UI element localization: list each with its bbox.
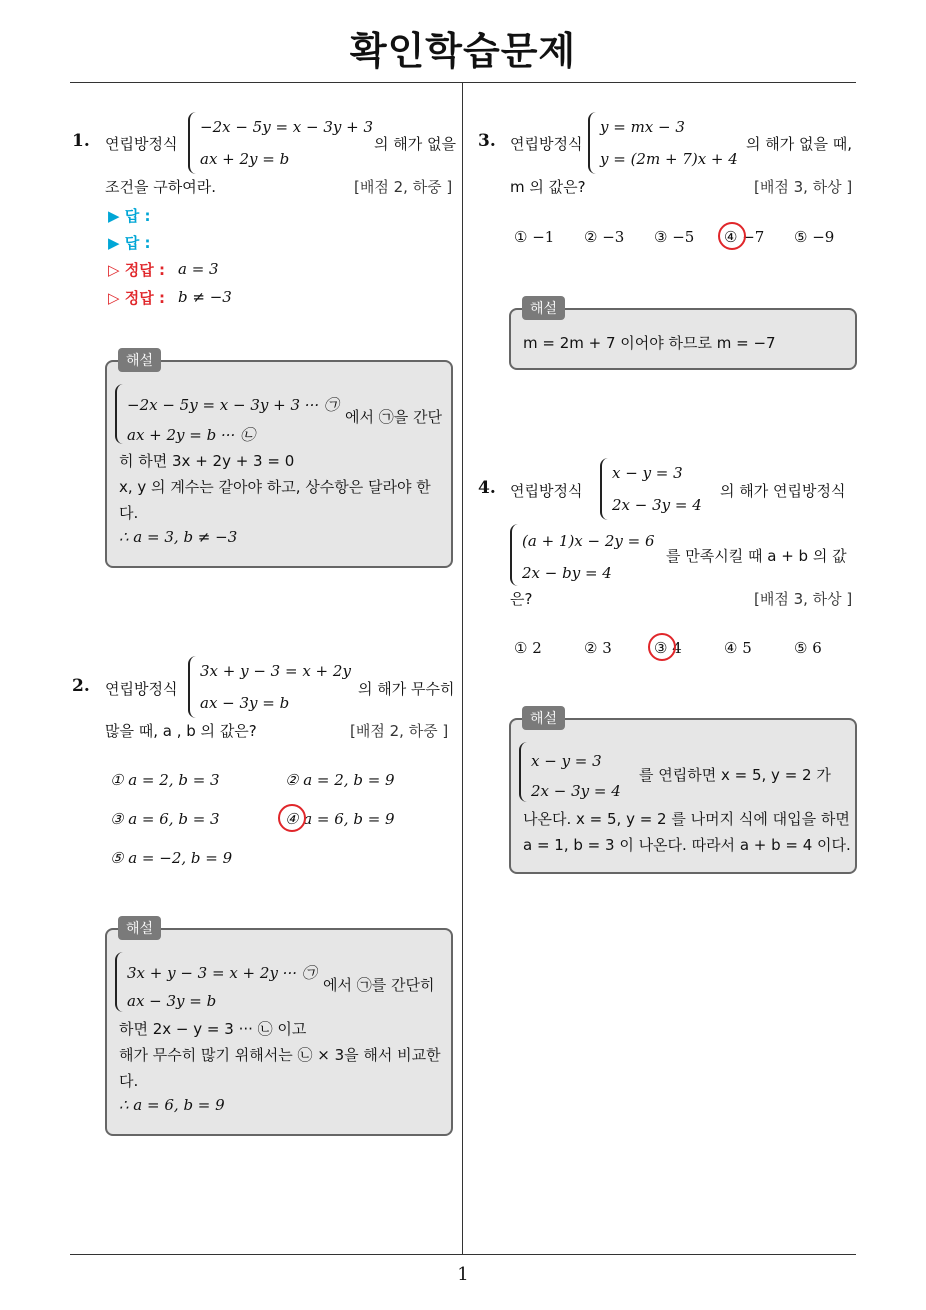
choice-1[interactable]: ① −1 (514, 228, 555, 246)
equation: ax + 2y = b ··· ㉡ (127, 426, 256, 444)
correct-answer-value: a = 3 (178, 260, 219, 278)
question-number: 4. (478, 478, 496, 498)
solution-tag: 해설 (522, 296, 565, 320)
solution-text: 에서 ㉠를 간단히 (323, 976, 435, 994)
choice-4[interactable]: ④ −7 (724, 228, 765, 246)
choice-2[interactable]: ② a = 2, b = 9 (285, 771, 395, 789)
equation: x − y = 3 (531, 752, 602, 770)
solution-text: 다. (119, 1072, 139, 1090)
choice-4[interactable]: ④ 5 (724, 639, 752, 657)
solution-box (105, 360, 453, 568)
choice-5[interactable]: ⑤ 6 (794, 639, 822, 657)
correct-answer-value: b ≠ −3 (178, 288, 232, 306)
equation: 3x + y − 3 = x + 2y (200, 662, 351, 680)
question-text: m 의 값은? (510, 178, 586, 196)
choice-2[interactable]: ② 3 (584, 639, 612, 657)
solution-box (509, 718, 857, 874)
question-text: 의 해가 무수히 (358, 680, 455, 698)
equation: −2x − 5y = x − 3y + 3 (200, 118, 374, 136)
question-text: 를 만족시킬 때 a + b 의 값 (666, 547, 847, 565)
question-text: 의 해가 없을 때, (746, 135, 853, 153)
solution-tag: 해설 (118, 916, 161, 940)
selected-answer-mark (278, 804, 306, 832)
correct-answer-label: ▷ 정답 : (108, 261, 165, 279)
question-text: 은? (510, 590, 533, 608)
choice-5[interactable]: ⑤ a = −2, b = 9 (110, 849, 233, 867)
choice-3[interactable]: ③ 4 (654, 639, 682, 657)
equation: −2x − 5y = x − 3y + 3 ··· ㉠ (127, 396, 339, 414)
column-divider (462, 83, 463, 1254)
choice-5[interactable]: ⑤ −9 (794, 228, 835, 246)
solution-text: a = 1, b = 3 이 나온다. 따라서 a + b = 4 이다. (523, 836, 851, 854)
question-lead: 연립방정식 (105, 135, 178, 153)
choice-1[interactable]: ① 2 (514, 639, 542, 657)
equation-system (600, 458, 720, 520)
solution-text: ∴ a = 3, b ≠ −3 (119, 528, 238, 546)
top-divider (70, 82, 856, 83)
choice-1[interactable]: ① a = 2, b = 3 (110, 771, 220, 789)
equation: ax − 3y = b (127, 992, 217, 1010)
choice-3[interactable]: ③ −5 (654, 228, 695, 246)
equation-system (188, 112, 374, 174)
solution-text: x, y 의 계수는 같아야 하고, 상수항은 달라야 한 (119, 478, 431, 496)
correct-answer-label: ▷ 정답 : (108, 289, 165, 307)
choice-4[interactable]: ④ a = 6, b = 9 (285, 810, 395, 828)
equation: y = mx − 3 (600, 118, 685, 136)
equation: (a + 1)x − 2y = 6 (522, 532, 655, 550)
question-text: 의 해가 연립방정식 (720, 482, 846, 500)
solution-text: m = 2m + 7 이어야 하므로 m = −7 (523, 334, 776, 352)
equation: 2x − by = 4 (522, 564, 612, 582)
solution-text: 해가 무수히 많기 위해서는 ㉡ × 3을 해서 비교한 (119, 1046, 441, 1064)
score-info: [배점 3, 하상 ] (754, 178, 853, 196)
question-text: 많을 때, a , b 의 값은? (105, 722, 257, 740)
solution-text: ∴ a = 6, b = 9 (119, 1096, 225, 1114)
question-number: 1. (72, 131, 90, 151)
selected-answer-mark (718, 222, 746, 250)
score-info: [배점 3, 하상 ] (754, 590, 853, 608)
equation: ax + 2y = b (200, 150, 290, 168)
solution-text: 나온다. x = 5, y = 2 를 나머지 식에 대입을 하면 (523, 810, 850, 828)
question-number: 2. (72, 676, 90, 696)
question-number: 3. (478, 131, 496, 151)
question-lead: 연립방정식 (510, 482, 583, 500)
answer-label: ▶ 답 : (108, 234, 151, 252)
page-title: 확인학습문제 (349, 29, 577, 73)
choice-3[interactable]: ③ a = 6, b = 3 (110, 810, 220, 828)
solution-text: 다. (119, 504, 139, 522)
equation-system (519, 742, 639, 802)
score-info: [배점 2, 하중 ] (350, 722, 449, 740)
solution-text: 히 하면 3x + 2y + 3 = 0 (119, 452, 295, 470)
equation-system (115, 952, 325, 1012)
equation-system (588, 112, 748, 174)
equation: 3x + y − 3 = x + 2y ··· ㉠ (127, 964, 317, 982)
solution-box (105, 928, 453, 1136)
equation-system (510, 524, 670, 586)
solution-text: 에서 ㉠을 간단 (345, 408, 442, 426)
bottom-divider (70, 1254, 856, 1255)
equation-system (188, 656, 358, 718)
question-text: 조건을 구하여라. (105, 178, 216, 196)
solution-text: 하면 2x − y = 3 ··· ㉡ 이고 (119, 1020, 307, 1038)
answer-label: ▶ 답 : (108, 207, 151, 225)
equation-system (115, 384, 343, 444)
equation: ax − 3y = b (200, 694, 290, 712)
choice-2[interactable]: ② −3 (584, 228, 625, 246)
solution-tag: 해설 (118, 348, 161, 372)
equation: x − y = 3 (612, 464, 683, 482)
solution-text: 를 연립하면 x = 5, y = 2 가 (639, 766, 831, 784)
selected-answer-mark (648, 633, 676, 661)
page-number: 1 (457, 1264, 469, 1285)
question-lead: 연립방정식 (510, 135, 583, 153)
question-lead: 연립방정식 (105, 680, 178, 698)
question-text: 의 해가 없을 (374, 135, 456, 153)
equation: 2x − 3y = 4 (612, 496, 702, 514)
solution-tag: 해설 (522, 706, 565, 730)
score-info: [배점 2, 하중 ] (354, 178, 453, 196)
equation: 2x − 3y = 4 (531, 782, 621, 800)
equation: y = (2m + 7)x + 4 (600, 150, 738, 168)
